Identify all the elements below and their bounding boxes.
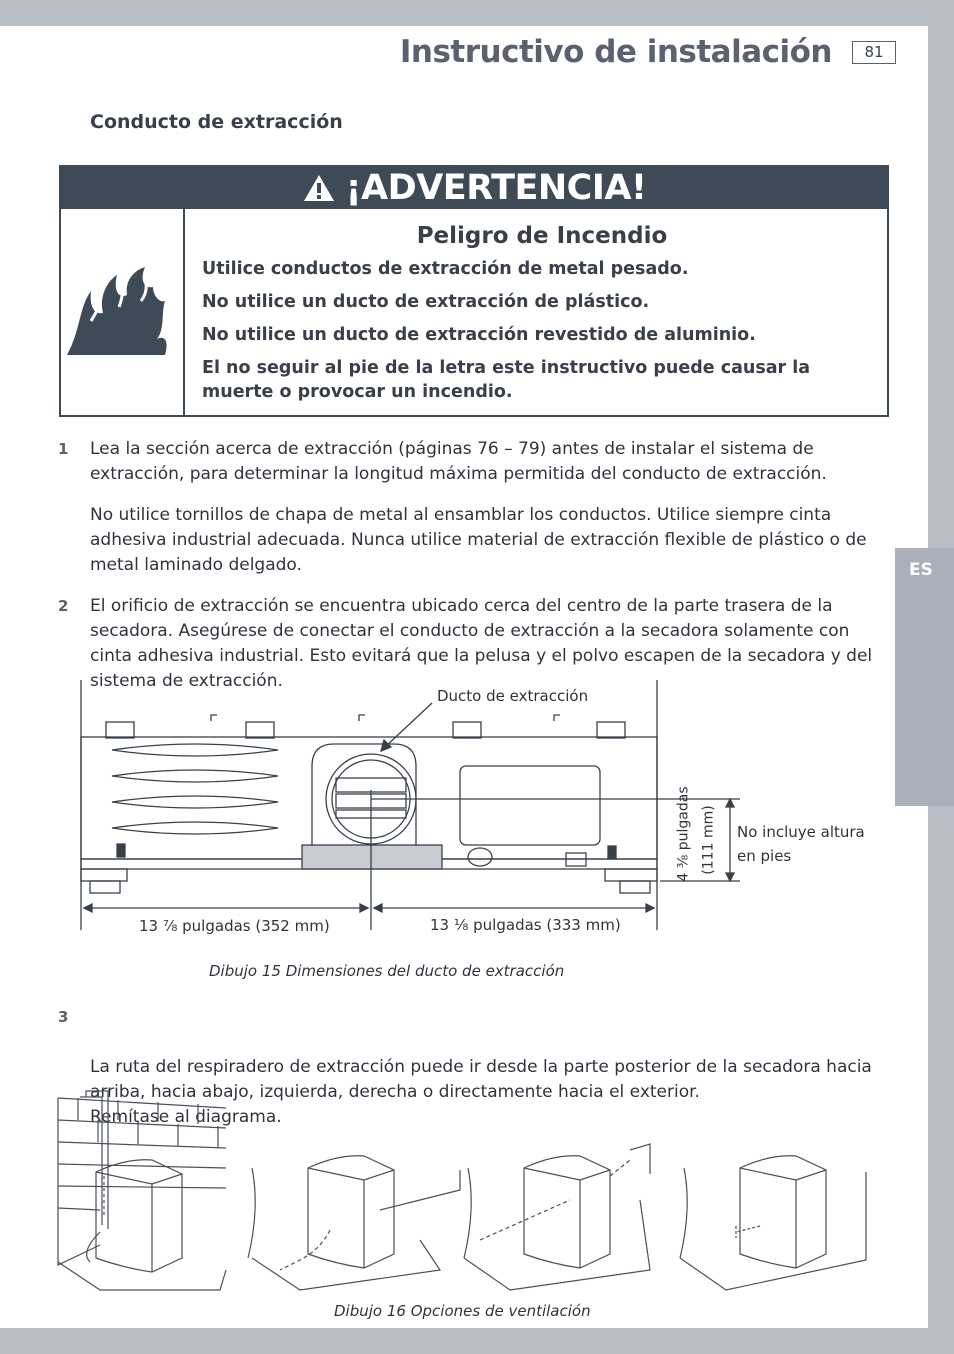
step-text: La ruta del respiradero de extracción puede ir desde la parte posterior de la secadora hacia arriba, hacia abajo, izquierda, derecha o directamente hacia el exterior. Remítase al diagrama. [90, 1057, 872, 1127]
step-text: No utilice tornillos de chapa de metal al ensamblar los conductos. Utilice siempre cinta adhesiva industrial adecuada. Nunca utilice material de extracción flexible de plástico o de metal laminado delgado. [90, 505, 867, 575]
warning-title: ¡ADVERTENCIA! [345, 168, 647, 208]
page-title: Instructivo de instalación [399, 34, 832, 70]
step-number: 2 [58, 597, 69, 615]
page-number: 81 [852, 41, 896, 64]
figure-15-caption: Dibujo 15 Dimensiones del ducto de extracción [209, 962, 565, 980]
step-text: El orificio de extracción se encuentra ubicado cerca del centro de la parte trasera de la secadora. Asegúrese de conectar el conducto de extracción a la secadora solamente con cinta adhesiva industrial. Esto evitará que la pelusa y el polvo escapen de la secadora y del sistema de extracción. [90, 596, 873, 691]
warning-line: Utilice conductos de extracción de metal pesado. [202, 259, 689, 279]
step-number: 3 [58, 1008, 69, 1026]
duct-label: Ducto de extracción [437, 687, 589, 705]
feet-note-line-1: No incluye altura [737, 823, 865, 841]
right-dimension-label: 13 ¹⁄₈ pulgadas (333 mm) [430, 916, 621, 934]
section-title: Conducto de extracción [90, 111, 343, 133]
height-dimension-mm: (111 mm) [700, 805, 717, 875]
left-dimension-label: 13 ⁷⁄₈ pulgadas (352 mm) [139, 917, 330, 935]
warning-subtitle: Peligro de Incendio [416, 223, 668, 249]
warning-line: El no seguir al pie de la letra este instructivo puede causar la muerte o provocar un incendio. [202, 358, 811, 402]
figure-16-caption: Dibujo 16 Opciones de ventilación [334, 1302, 591, 1320]
warning-line: No utilice un ducto de extracción de plástico. [202, 292, 650, 312]
feet-note-line-2: en pies [737, 847, 792, 865]
language-tab-label: ES [909, 560, 933, 580]
warning-line: No utilice un ducto de extracción revestido de aluminio. [202, 325, 756, 345]
height-dimension-label: 4 ³⁄₈ pulgadas [675, 786, 692, 882]
step-number: 1 [58, 440, 69, 458]
step-text: Lea la sección acerca de extracción (páginas 76 – 79) antes de instalar el sistema de extracción, para determinar la longitud máxima permitida del conducto de extracción. [90, 439, 827, 484]
